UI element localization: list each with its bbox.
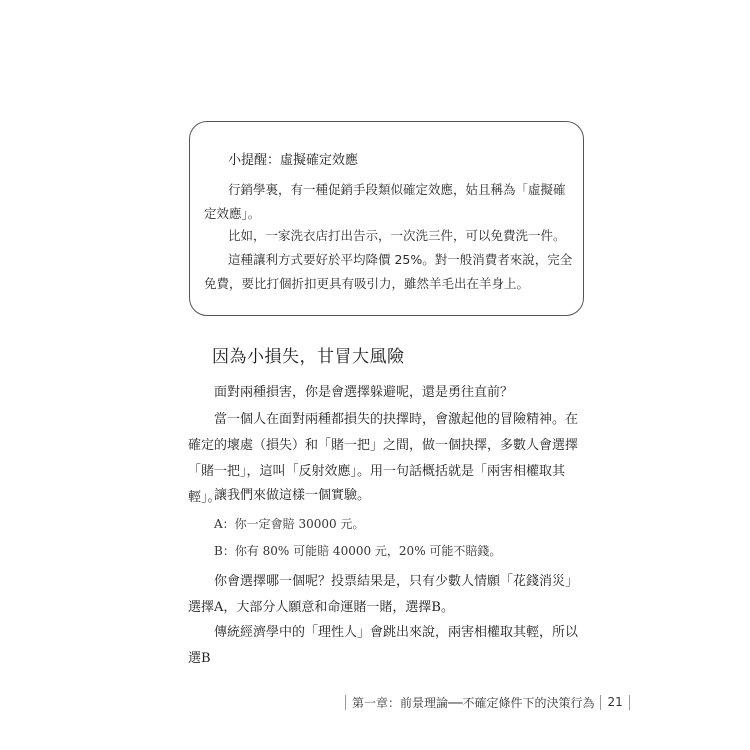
body-paragraph: 傳統經濟學中的「理性人」會跳出來說，兩害相權取其輕，所以選B <box>188 625 579 666</box>
tip-box-title: 小提醒：虛擬確定效應 <box>228 153 359 168</box>
body-paragraph: 當一個人在面對兩種都損失的抉擇時，會激起他的冒險精神。在確定的壞處（損失）和「賭一把」之間，做一個抉擇，多數人會選擇「賭一把」，這叫「反射效應」。用一句話概括就是「兩害相權取其輕」。 <box>188 412 579 505</box>
footer-divider <box>629 695 630 710</box>
tip-paragraph: 行銷學裏，有一種促銷手段類似確定效應，姑且稱為「虛擬確定效應」。 <box>204 182 566 221</box>
example-option-b: B：你有 80% 可能賠 40000 元，20% 可能不賠錢。 <box>214 544 502 558</box>
example-option-a: A：你一定會賠 30000 元。 <box>214 517 365 531</box>
footer-divider <box>600 695 601 710</box>
tip-paragraph: 比如，一家洗衣店打出告示，一次洗三件，可以免費洗一件。 <box>228 228 566 243</box>
page-footer <box>339 693 636 711</box>
body-paragraph: 面對兩種損害，你是會選擇躲避呢，還是勇往直前？ <box>214 385 514 400</box>
section-heading: 因為小損失，甘冒大風險 <box>212 347 405 367</box>
body-paragraph: 你會選擇哪一個呢？投票結果是，只有少數人情願「花錢消災」選擇A，大部分人願意和命運賭一賭，選擇B。 <box>188 574 579 615</box>
body-paragraph: 讓我們來做這樣一個實驗。 <box>214 488 371 503</box>
chapter-title: 第一章：前景理論──不確定條件下的決策行為 <box>352 695 595 710</box>
page-number: 21 <box>607 695 623 709</box>
tip-paragraph: 這種讓利方式要好於平均降價 25%。對一般消費者來說，完全免費，要比打個折扣更具有吸引力，雖然羊毛出在羊身上。 <box>204 252 573 291</box>
tip-box <box>189 121 584 316</box>
footer-divider <box>345 695 346 710</box>
